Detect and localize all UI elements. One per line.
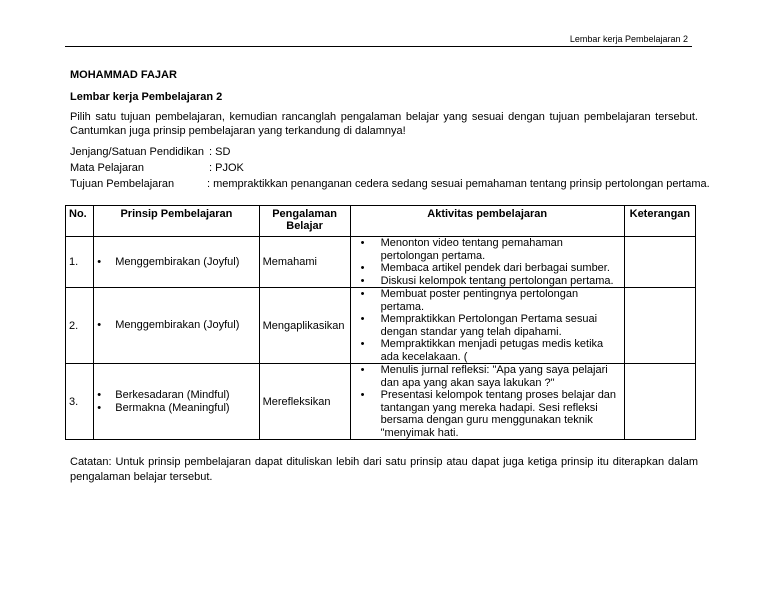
meta-tujuan-value: : mempraktikkan penanganan cedera sedang sesuai pemahaman tentang prinsip pertolongan pertama. [207, 178, 710, 190]
page-header-text: Lembar kerja Pembelajaran 2 [569, 34, 688, 44]
student-name: MOHAMMAD FAJAR [70, 69, 177, 81]
header-no: No. [66, 206, 94, 237]
meta-jenjang-label: Jenjang/Satuan Pendidikan [70, 146, 204, 158]
prinsip-item: • Berkesadaran (Mindful) [97, 389, 255, 402]
meta-tujuan-label: Tujuan Pembelajaran [70, 178, 175, 190]
row-aktivitas [350, 364, 624, 440]
aktivitas-item: • Membuat poster pentingnya pertolongan pertama. [369, 288, 621, 313]
row-keterangan [624, 288, 695, 364]
row-keterangan [624, 237, 695, 288]
row-pengalaman: Merefleksikan [259, 364, 350, 440]
row-pengalaman: Mengaplikasikan [259, 288, 350, 364]
document-subtitle: Lembar kerja Pembelajaran 2 [70, 91, 223, 103]
row-prinsip [94, 364, 259, 440]
meta-mapel [70, 161, 244, 175]
row-no: 2. [66, 288, 94, 364]
aktivitas-item: • Diskusi kelompok tentang pertolongan pertama. [369, 275, 621, 288]
header-pengalaman: Pengalaman Belajar [259, 206, 350, 237]
aktivitas-item: • Mempraktikkan menjadi petugas medis ketika ada kecelakaan. ( [369, 338, 621, 363]
meta-jenjang [70, 145, 231, 159]
aktivitas-item: • Menulis jurnal refleksi: "Apa yang saya pelajari dan apa yang akan saya lakukan ?" [369, 364, 621, 389]
meta-tujuan [70, 177, 710, 191]
prinsip-item: • Menggembirakan (Joyful) [97, 319, 255, 332]
meta-jenjang-value: : SD [209, 146, 231, 158]
header-aktivitas: Aktivitas pembelajaran [350, 206, 624, 237]
aktivitas-item: • Menonton video tentang pemahaman pertolongan pertama. [369, 237, 621, 262]
table-row [66, 237, 696, 288]
meta-mapel-value: : PJOK [209, 162, 244, 174]
row-aktivitas [350, 288, 624, 364]
row-aktivitas [350, 237, 624, 288]
learning-table [65, 205, 696, 440]
prinsip-item: • Bermakna (Meaningful) [97, 402, 255, 415]
instructions: Pilih satu tujuan pembelajaran, kemudian rancanglah pengalaman belajar yang sesuai dengan tujuan pembelajaran tersebut. Cantumkan juga prinsip pembelajaran yang terkandung di dalamnya! [70, 111, 698, 137]
row-no: 1. [66, 237, 94, 288]
aktivitas-item: • Membaca artikel pendek dari berbagai sumber. [369, 262, 621, 275]
table-row [66, 364, 696, 440]
table-header-row [66, 206, 696, 237]
row-pengalaman: Memahami [259, 237, 350, 288]
row-keterangan [624, 364, 695, 440]
header-rule [65, 46, 692, 47]
row-no: 3. [66, 364, 94, 440]
row-prinsip [94, 237, 259, 288]
table-row [66, 288, 696, 364]
row-prinsip [94, 288, 259, 364]
aktivitas-item: • Presentasi kelompok tentang proses belajar dan tantangan yang mereka hadapi. Sesi refleksi bersama dengan guru menggunakan teknik "menyimak hati. [369, 389, 621, 439]
note-text: Catatan: Untuk prinsip pembelajaran dapat dituliskan lebih dari satu prinsip atau dapat juga ketiga prinsip itu diterapkan dalam pengalaman belajar tersebut. [70, 456, 698, 483]
meta-mapel-label: Mata Pelajaran [70, 162, 144, 174]
header-keterangan: Keterangan [624, 206, 695, 237]
prinsip-item: • Menggembirakan (Joyful) [97, 256, 255, 269]
aktivitas-item: • Mempraktikkan Pertolongan Pertama sesuai dengan standar yang telah dipahami. [369, 313, 621, 338]
header-prinsip: Prinsip Pembelajaran [94, 206, 259, 237]
